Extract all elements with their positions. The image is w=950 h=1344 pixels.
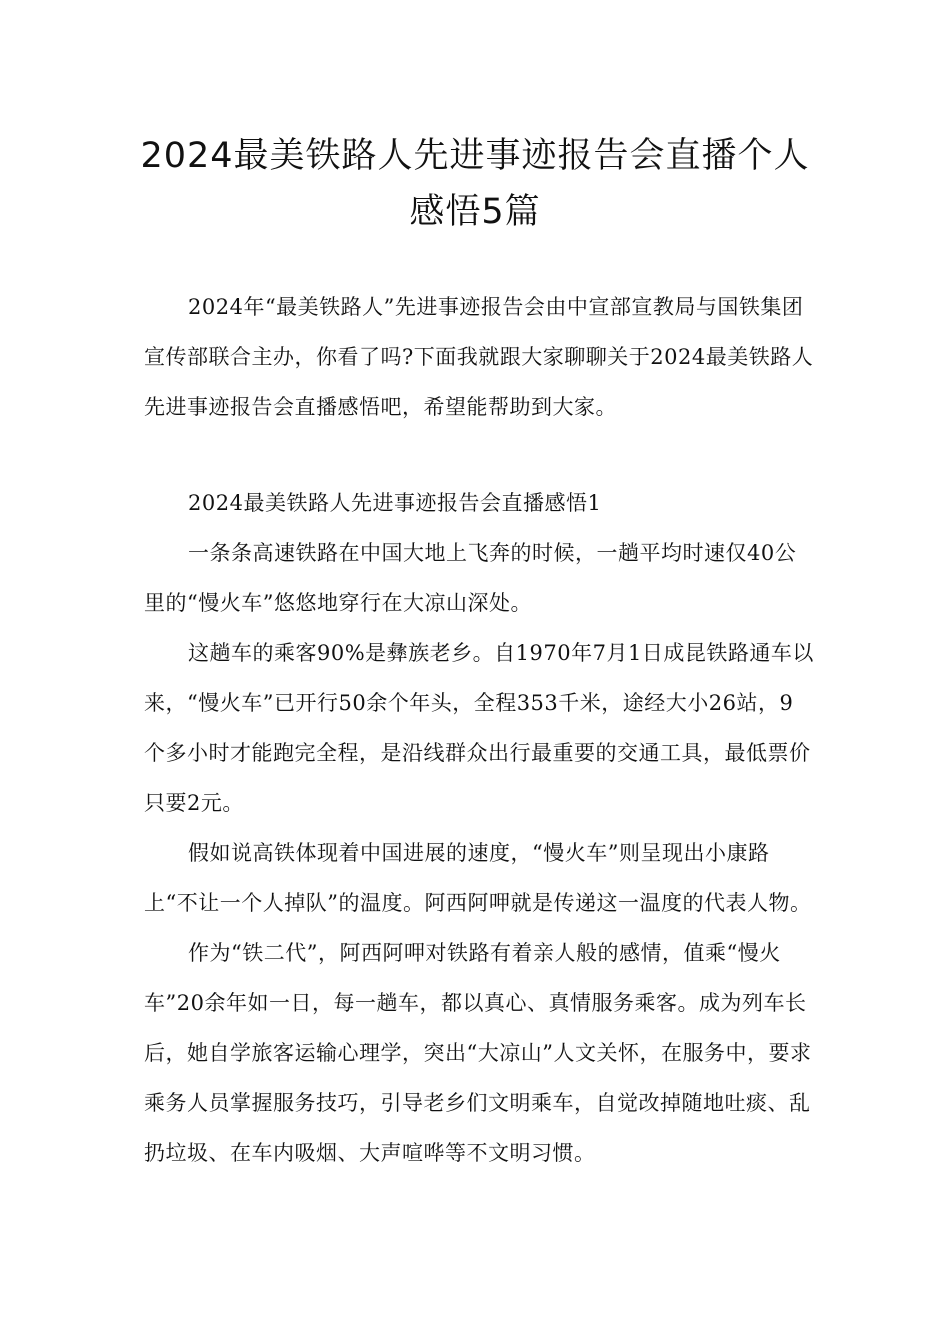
body-paragraph: 一条条高速铁路在中国大地上飞奔的时候，一趟平均时速仅40公里的“慢火车”悠悠地穿行在大凉山深处。: [144, 541, 797, 615]
document-title: 2024最美铁路人先进事迹报告会直播个人感悟5篇: [140, 136, 810, 232]
intro-paragraph: 2024年“最美铁路人”先进事迹报告会由中宣部宣教局与国铁集团宣传部联合主办，你看了吗?下面我就跟大家聊聊关于2024最美铁路人先进事迹报告会直播感悟吧，希望能帮助到大家。: [144, 295, 814, 419]
section-heading: 2024最美铁路人先进事迹报告会直播感悟1: [188, 491, 602, 515]
section-block: [144, 478, 814, 1178]
intro-block: [144, 282, 814, 432]
body-paragraph: 假如说高铁体现着中国进展的速度，“慢火车”则呈现出小康路上“不让一个人掉队”的温度。阿西阿呷就是传递这一温度的代表人物。: [144, 841, 812, 915]
body-paragraph: 作为“铁二代”，阿西阿呷对铁路有着亲人般的感情，值乘“慢火车”20余年如一日，每一趟车，都以真心、真情服务乘客。成为列车长后，她自学旅客运输心理学，突出“大凉山”人文关怀，在服务中，要求乘务人员掌握服务技巧，引导老乡们文明乘车，自觉改掉随地吐痰、乱扔垃圾、在车内吸烟、大声喧哗等不文明习惯。: [144, 941, 812, 1165]
body-paragraph: 这趟车的乘客90%是彝族老乡。自1970年7月1日成昆铁路通车以来，“慢火车”已开行50余个年头，全程353千米，途经大小26站，9个多小时才能跑完全程，是沿线群众出行最重要的交通工具，最低票价只要2元。: [144, 641, 814, 815]
